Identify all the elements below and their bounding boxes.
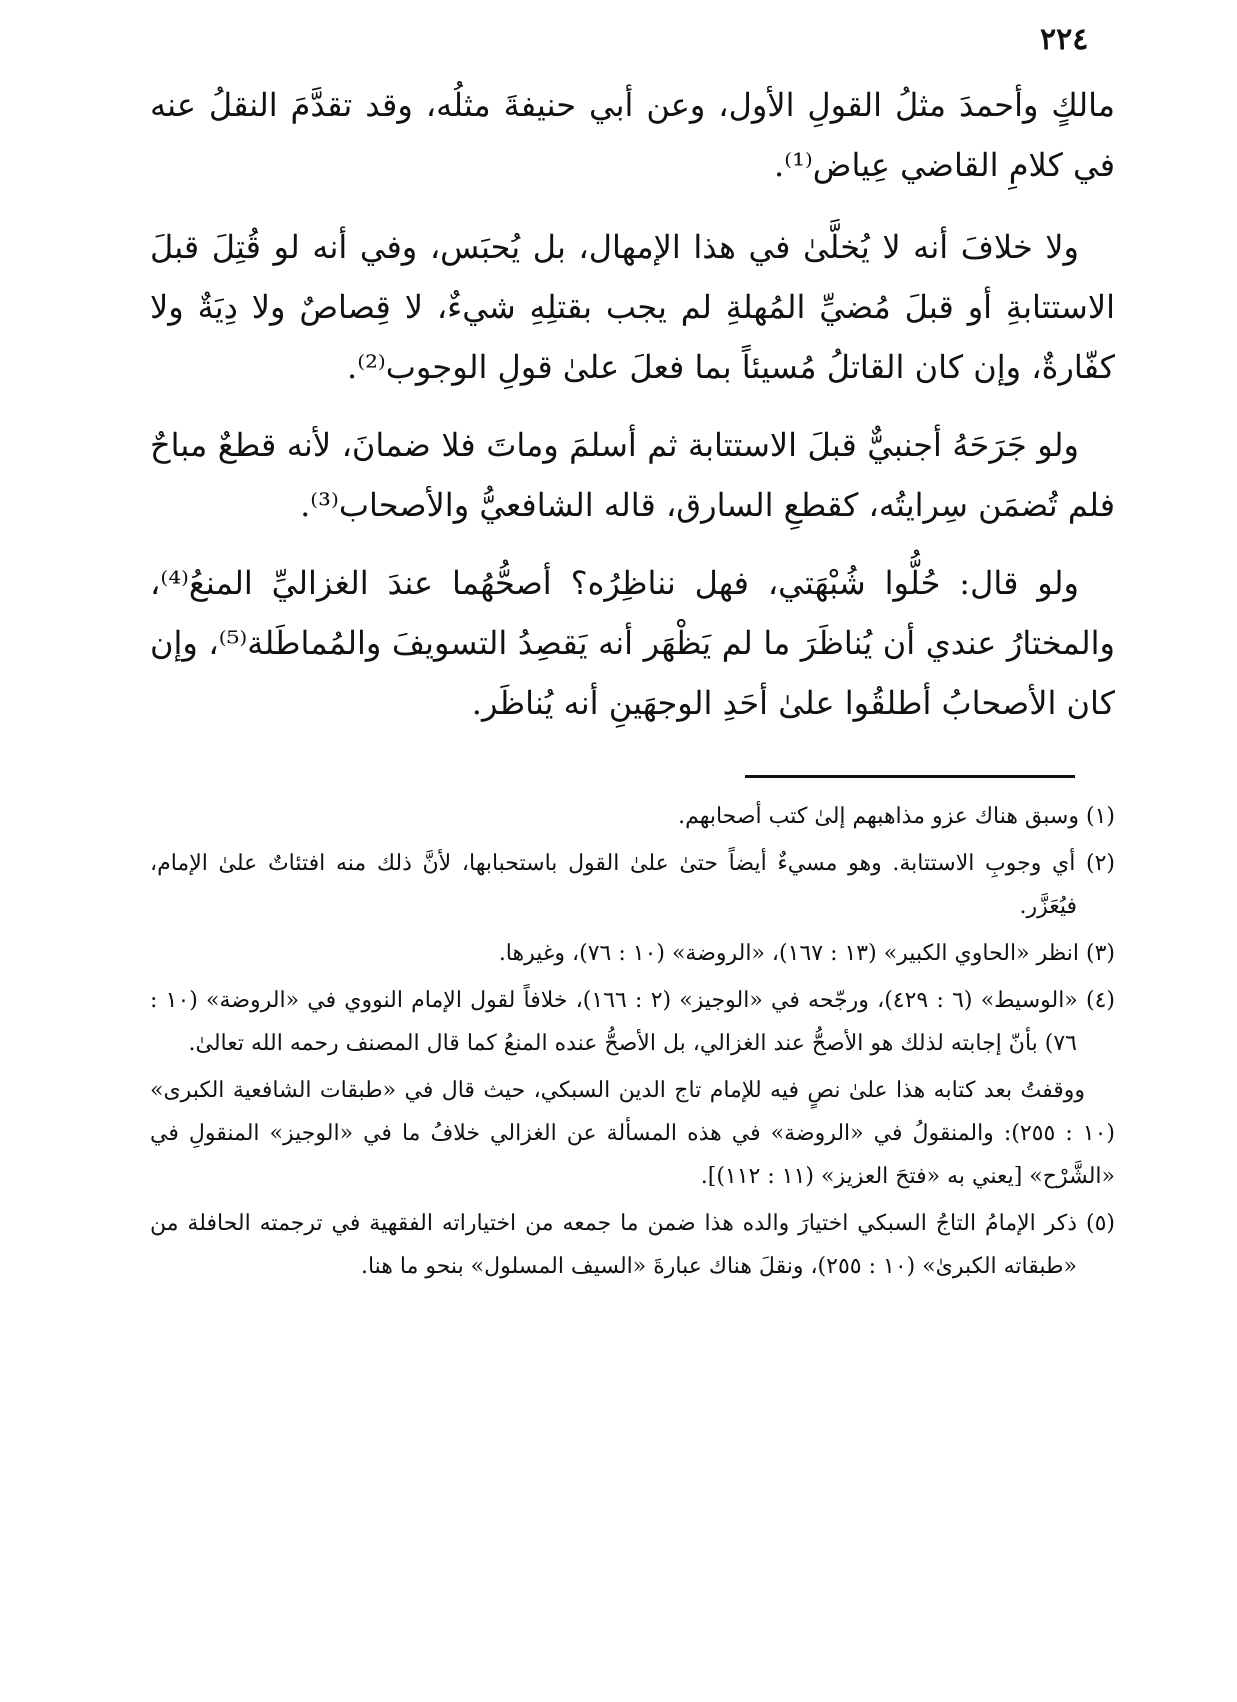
page-number: ٢٢٤ <box>1040 22 1089 57</box>
paragraph-4: ولو قال: حُلُّوا شُبْهَتي، فهل نناظِرُه؟ أصحُّهُما عندَ الغزاليِّ المنعُ⁽⁴⁾، والمختارُ عندي أن يُناظَرَ ما لم يَظْهَر أنه يَقصِدُ التسويفَ والمُماطَلة⁽⁵⁾، وإن كان الأصحابُ أطلقُوا علىٰ أحَدِ الوجهَينِ أنه يُناظَر. <box>150 564 1115 722</box>
paragraph-2: ولا خلافَ أنه لا يُخلَّىٰ في هذا الإمهال، بل يُحبَس، وفي أنه لو قُتِلَ قبلَ الاستتابةِ أو قبلَ مُضيِّ المُهلةِ لم يجب بقتلِهِ شيءٌ، لا قِصاصٌ ولا دِيَةٌ ولا كفّارةٌ، وإن كان القاتلُ مُسيئاً بما فعلَ علىٰ قولِ الوجوب⁽²⁾. <box>150 228 1115 386</box>
footnote-4-text: «الوسيط» (٦ : ٤٢٩)، ورجّحه في «الوجيز» (٢ : ١٦٦)، خلافاً لقول الإمام النووي في «الروضة» (١٠ : ٧٦) بأنّ إجابته لذلك هو الأصحُّ عند الغزالي، بل الأصحُّ عنده المنعُ كما قال المصنف رحمه الله تعالىٰ. <box>150 988 1078 1056</box>
footnote-2-label: (٢) <box>1085 851 1115 876</box>
paragraph-1: مالكٍ وأحمدَ مثلُ القولِ الأول، وعن أبي حنيفةَ مثلُه، وقد تقدَّمَ النقلُ عنه في كلامِ القاضي عِياض⁽¹⁾. <box>150 86 1115 184</box>
main-text <box>150 75 1115 751</box>
footnote-3 <box>150 932 1115 975</box>
footnote-1-text: وسبق هناك عزو مذاهبهم إلىٰ كتب أصحابهم. <box>678 804 1079 829</box>
footnote-4 <box>150 979 1115 1065</box>
footnote-1-label: (١) <box>1085 804 1115 829</box>
footnote-2-line-2: افتئاتٌ علىٰ الإمام، فيُعَزَّر. <box>150 851 1077 919</box>
footnote-3-label: (٣) <box>1085 941 1115 966</box>
footnote-4-label: (٤) <box>1086 988 1116 1013</box>
footnote-2 <box>150 842 1115 928</box>
footnote-5-label: (٥) <box>1086 1211 1116 1236</box>
footnote-5 <box>150 1202 1115 1288</box>
footnote-5-text: ذكر الإمامُ التاجُ السبكي اختيارَ والده هذا ضمن ما جمعه من اختياراته الفقهية في ترجمته الحافلة من «طبقاته الكبرىٰ» (١٠ : ٢٥٥)، ونقلَ هناك عبارةَ «السيف المسلول» بنحو ما هنا. <box>150 1211 1078 1279</box>
footnote-1 <box>150 795 1115 838</box>
footnotes <box>150 795 1115 1292</box>
footnote-4-continuation: ووقفتُ بعد كتابه هذا علىٰ نصٍ فيه للإمام تاج الدين السبكي، حيث قال في «طبقات الشافعية الكبرى» (١٠ : ٢٥٥): والمنقولُ في «الروضة» في هذه المسألة عن الغزالي خلافُ ما في «الوجيز» المنقولِ في «الشَّرْح» [يعني به «فتحَ العزيز» (١١ : ١١٢)]. <box>150 1078 1115 1189</box>
footnote-3-text: انظر «الحاوي الكبير» (١٣ : ١٦٧)، «الروضة» (١٠ : ٧٦)، وغيرها. <box>498 941 1079 966</box>
paragraph-3: ولو جَرَحَهُ أجنبيٌّ قبلَ الاستتابة ثم أسلمَ وماتَ فلا ضمانَ، لأنه قطعٌ مباحٌ فلم تُضمَن سِرايتُه، كقطعِ السارق، قاله الشافعيُّ والأصحاب⁽³⁾. <box>150 426 1115 524</box>
footnote-separator <box>745 775 1075 778</box>
footnote-2-line-1: أي وجوبِ الاستتابة. وهو مسيءٌ أيضاً حتىٰ علىٰ القول باستحبابها، لأنَّ ذلك منه <box>335 851 1076 876</box>
